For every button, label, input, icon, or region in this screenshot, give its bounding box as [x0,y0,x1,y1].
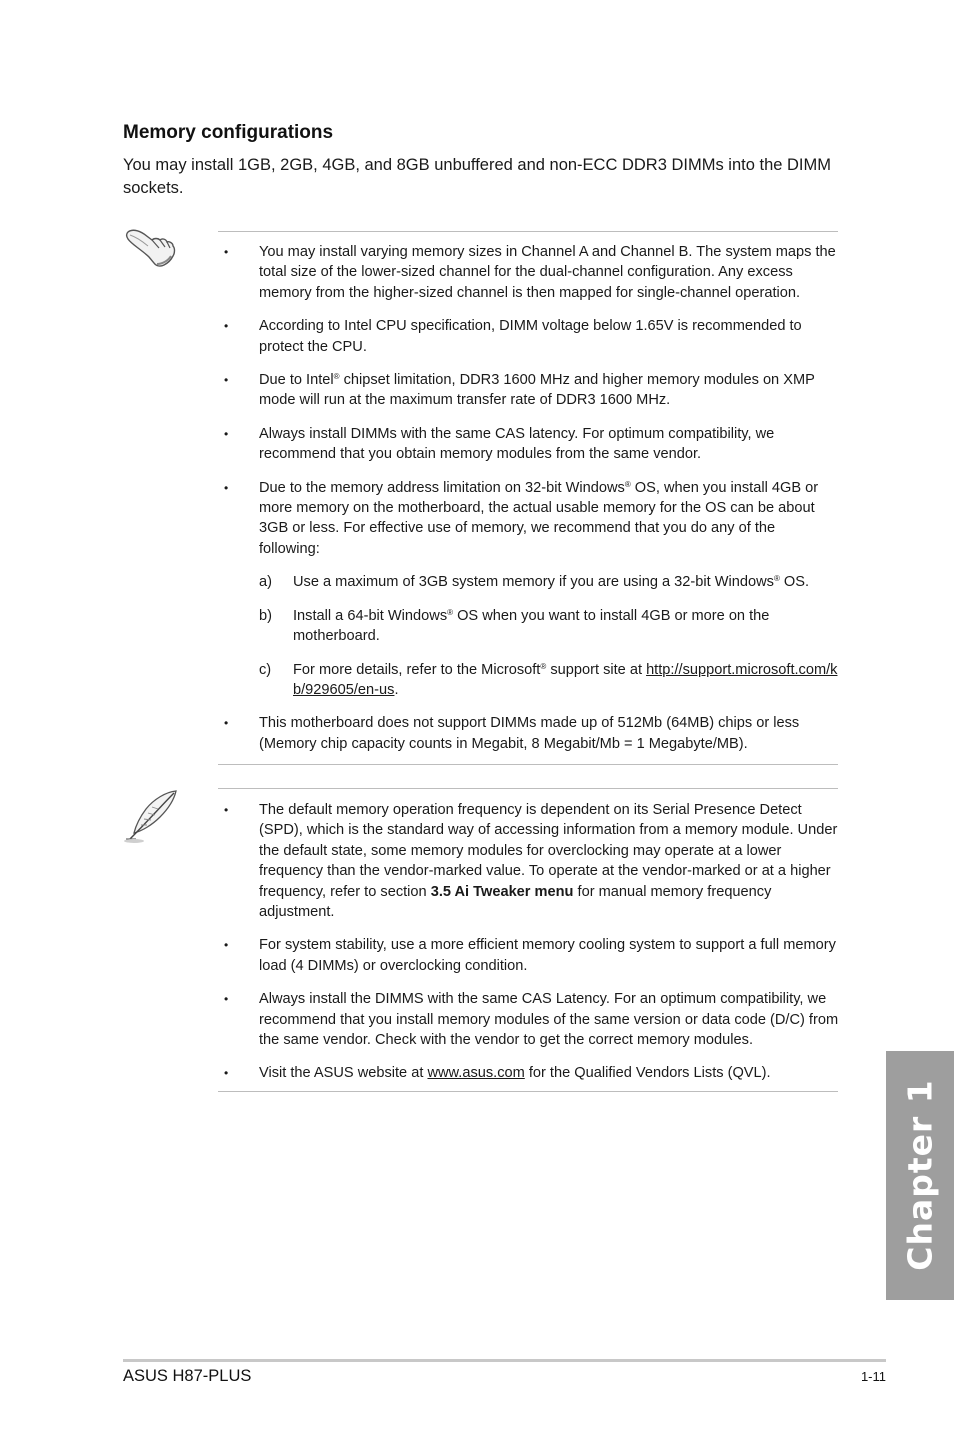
feather-quill-icon [122,789,180,850]
bullet: • [224,1066,229,1081]
list-item: • The default memory operation frequency is dependent on its Serial Presence Detect (SPD), which is the standard way of accessing information from a memory module. Under the default state, some memory modules for overclocking may operate at a lower frequency than the vendor-marked value. To operate at the vendor-marked or at a higher frequency, refer to section 3.5 Ai Tweaker menu for manual memory frequency adjustment. [224,802,838,921]
list-item: • According to Intel CPU specification, DIMM voltage below 1.65V is recommended to protect the CPU. [224,318,802,355]
list-item: • Always install the DIMMS with the same CAS Latency. For an optimum compatibility, we recommend that you install memory modules of the same version or data code (D/C) from the same vendor. Check with the vendor to get the correct memory modules. [224,991,839,1049]
bullet: • [224,938,229,953]
bullet: • [224,245,229,259]
footer-product-name: ASUS H87-PLUS [123,1367,252,1385]
sub-list-item: b) Install a 64-bit Windows® OS when you want to install 4GB or more on the motherboard. [259,607,770,645]
note-list [218,800,840,1084]
bullet: • [224,716,229,731]
sub-list-item: a) Use a maximum of 3GB system memory if you are using a 32-bit Windows® OS. [259,574,810,591]
chapter-label: Chapter 1 [900,1079,940,1271]
important-box-top-rule [218,231,838,232]
note-box-top-rule [218,788,838,789]
bullet: • [224,426,229,441]
list-item: • This motherboard does not support DIMMs made up of 512Mb (64MB) chips or less (Memory chip capacity counts in Megabit, 8 Megabit/Mb = 1 Megabyte/MB). [224,715,800,752]
page-number: 1-11 [860,1369,886,1384]
section-intro: You may install 1GB, 2GB, 4GB, and 8GB unbuffered and non-ECC DDR3 DIMMs into the DIMM sockets. [123,156,831,197]
list-item: • Due to the memory address limitation on 32-bit Windows® OS, when you install 4GB or more memory on the motherboard, the actual usable memory for the OS can be about 3GB or less. For effective use of memory, we recommend that you do any of the following: a) Use a maximum of 3GB system memory if you are using a 32-bit Windows® OS. b) Install a 64-bit Windows® OS when you want to install 4GB or more on the motherboard. c) For more details, refer to the Microsoft® support site at http://support.microsoft.com/kb/929605/en-us. [218,478,840,701]
important-box-bottom-rule [218,764,838,765]
microsoft-support-link[interactable]: http://support.microsoft.com/kb/929605/en-us [293,661,838,698]
sub-list [259,572,840,700]
asus-website-link[interactable]: www.asus.com [427,1065,525,1082]
list-item: • Always install DIMMs with the same CAS latency. For optimum compatibility, we recommend that you obtain memory modules from the same vendor. [224,425,775,463]
list-item: • Due to Intel® chipset limitation, DDR3 1600 MHz and higher memory modules on XMP mode will run at the maximum transfer rate of DDR3 1600 MHz. [224,372,815,409]
section-title: Memory configurations [123,122,334,143]
list-item: • For system stability, use a more efficient memory cooling system to support a full memory load (4 DIMMs) or overclocking condition. [224,937,836,974]
hand-pointer-icon [124,226,180,275]
bullet: • [224,992,229,1007]
note-box-bottom-rule [218,1091,838,1092]
list-item: • Visit the ASUS website at www.asus.com for the Qualified Vendors Lists (QVL). [218,1063,840,1083]
bullet: • [224,803,229,817]
bullet: • [224,480,229,495]
list-item: • You may install varying memory sizes in Channel A and Channel B. The system maps the total size of the lower-sized channel for the dual-channel configuration. Any excess memory from the higher-sized channel is then mapped for single-channel operation. [224,244,836,301]
bullet: • [224,319,229,334]
important-list [218,242,840,754]
bullet: • [224,373,229,388]
footer-rule [123,1359,886,1362]
chapter-tab [886,1051,954,1300]
sub-list-item: c) For more details, refer to the Microsoft® support site at http://support.microsoft.com/kb/929605/en-us. [259,661,838,698]
